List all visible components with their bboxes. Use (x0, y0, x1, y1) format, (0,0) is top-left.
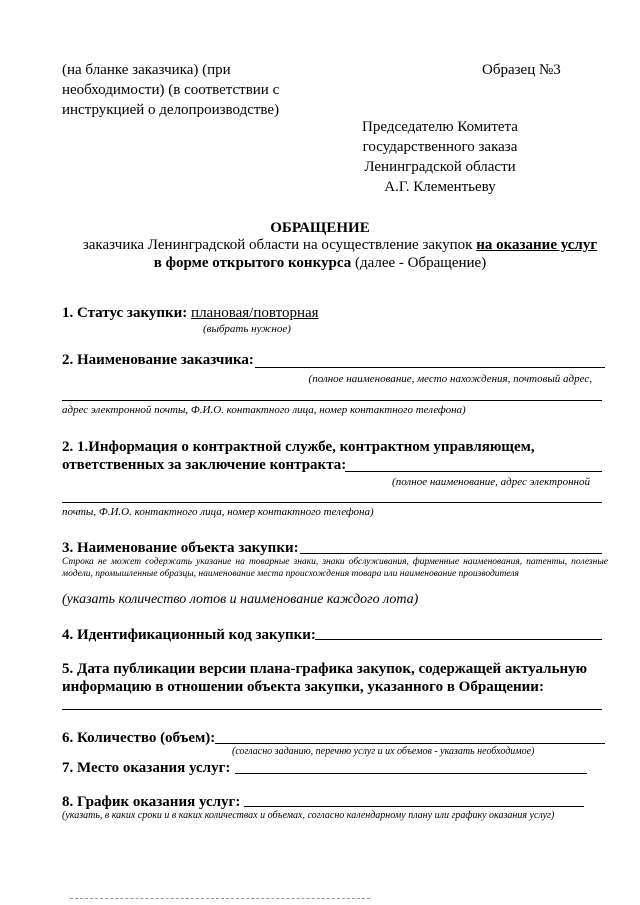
service-place-line (235, 773, 587, 774)
contract-service-details-line (62, 502, 602, 503)
procurement-object-line (300, 553, 602, 554)
addressee-line: Председателю Комитета (362, 119, 518, 135)
customer-name-line (255, 367, 605, 368)
customer-name-label: 2. Наименование заказчика: (62, 352, 254, 368)
procurement-object-hint: (указать количество лотов и наименование каждого лота) (62, 592, 419, 607)
quantity-label: 6. Количество (объем): (62, 730, 216, 746)
title-subline-2-text: (далее - Обращение) (351, 255, 487, 271)
header-blank-note (62, 60, 322, 120)
title-subline-1-emphasis: на оказание услуг (476, 237, 598, 253)
document-title: ОБРАЩЕНИЕ (270, 220, 370, 236)
addressee-line: государственного заказа (362, 139, 518, 155)
quantity-hint: (согласно заданию, перечню услуг и их объемов - указать необходимое) (232, 746, 535, 757)
service-schedule-line (244, 806, 584, 807)
plan-date-line-1: 5. Дата публикации версии плана-графика закупок, содержащей актуальную (62, 661, 588, 677)
page-bottom-artifact (70, 898, 370, 899)
service-schedule-label: 8. График оказания услуг: (62, 794, 241, 810)
title-subline-2 (0, 253, 640, 273)
addressee-line: А.Г. Клементьеву (384, 179, 496, 195)
header-left-line: (на бланке заказчика) (при (62, 62, 231, 78)
header-left-line: необходимости) (в соответствии с (62, 82, 280, 98)
title-subline-1-text: заказчика Ленинградской области на осуществление закупок (82, 237, 477, 253)
plan-date-line (62, 709, 602, 710)
contract-service-hint-1: (полное наименование, адрес электронной (392, 476, 590, 488)
procurement-object-note: Строка не может содержать указание на товарные знаки, знаки обслуживания, фирменные наименования, патенты, полезные модели, промышленные образцы, наименование места происхождения товара или наименование производителя (62, 557, 608, 579)
section-status (62, 303, 319, 323)
customer-name-hint-1: (полное наименование, место нахождения, почтовый адрес, (308, 373, 592, 385)
procurement-object-label: 3. Наименование объекта закупки: (62, 540, 299, 556)
contract-service-line-2: ответственных за заключение контракта: (62, 457, 347, 473)
customer-name-hint-2: адрес электронной почты, Ф.И.О. контактного лица, номер контактного телефона) (62, 404, 466, 416)
addressee-block (340, 117, 540, 197)
status-hint: (выбрать нужное) (203, 323, 291, 335)
contract-service-line (345, 471, 602, 472)
contract-service-line-1: 2. 1.Информация о контрактной службе, контрактном управляющем, (62, 439, 535, 455)
status-label: 1. Статус закупки: (62, 305, 192, 321)
procurement-code-label: 4. Идентификационный код закупки: (62, 627, 316, 643)
customer-details-line (62, 400, 602, 401)
title-subline-1 (40, 235, 640, 255)
service-schedule-hint: (указать, в каких сроки и в каких количествах и объемах, согласно календарному плану или графику оказания услуг) (62, 810, 555, 821)
status-value: плановая/повторная (191, 305, 319, 321)
header-left-line: инструкцией о делопроизводстве) (62, 102, 280, 118)
quantity-line (215, 743, 605, 744)
plan-date-line-2: информацию в отношении объекта закупки, указанного в Обращении: (62, 679, 544, 695)
sample-number: Образец №3 (482, 62, 561, 78)
contract-service-hint-2: почты, Ф.И.О. контактного лица, номер контактного телефона) (62, 506, 374, 518)
procurement-code-line (315, 639, 602, 640)
title-subline-2-emphasis: в форме открытого конкурса (153, 255, 352, 271)
addressee-line: Ленинградской области (364, 159, 516, 175)
service-place-label: 7. Место оказания услуг: (62, 760, 231, 776)
